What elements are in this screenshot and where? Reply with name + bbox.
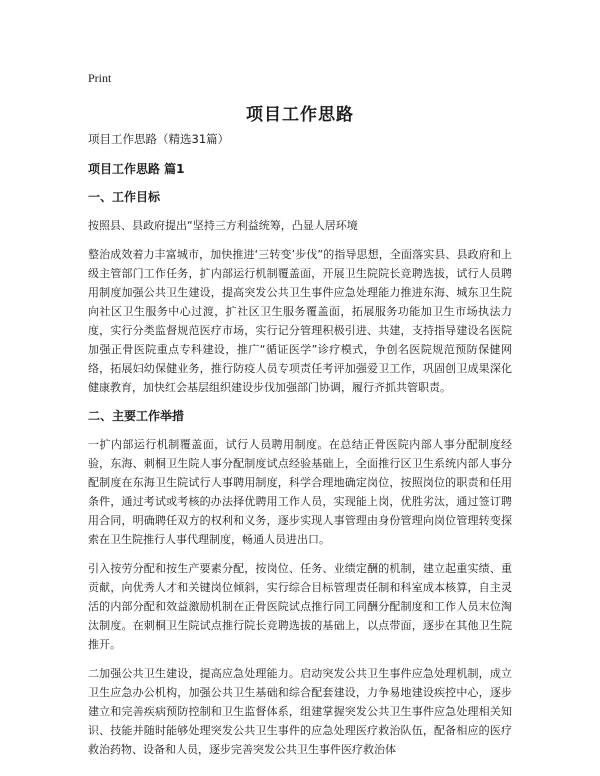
heading-measures: 二、主要工作举措 — [88, 409, 185, 423]
page-title: 项目工作思路 — [246, 105, 354, 125]
print-label[interactable]: Print — [88, 71, 112, 85]
paragraph-goal-2: 整治成效着力丰富城市，加快推进‘三转变’步伐”的指导思想，全面落实县、县政府和上级主管部门工作任务，扩内部运行机制覆盖面，开展卫生院院长竞聘选拔，试行人员聘用制度加强公共卫生建设，提高突发公共卫生事件应急处理能力推进东海、城东卫生院向社区卫生服务中心过渡，扩社区卫生服务覆盖面，拓展服务功能加卫生市场执法力度，实行分类监督规范医疗市场，实行记分管理积极引进、共建，支持指导建设名医院加强正骨医院重点专科建设，推广“循证医学”诊疗模式，争创名医院规范预防保健网络，拓展妇幼保健业务，推行防疫人员专项责任考评加强爱卫工作，巩固创卫成果深化健康教育，加快红会基层组织建设步伐加强部门协调，履行齐抓共管职责。 — [88, 248, 512, 394]
paragraph-measures-2: 引入按劳分配和按生产要素分配，按岗位、任务、业绩定酬的机制，建立起重实绩、重贡献，向优秀人才和关键岗位倾斜，实行综合目标管理责任制和科室成本核算，自主灵活的内部分配和效益激励机制在正骨医院试点推行同工同酬分配制度和工作人员末位淘汰制度。在刺桐卫生院试点推行院长竞聘选拔的基础上，以点带面，逐步在其他卫生院推开。 — [88, 562, 512, 651]
document-subtitle: 项目工作思路（精选31篇） — [88, 132, 230, 146]
document-body — [88, 130, 512, 759]
paragraph-goal-1: 按照县、县政府提出“坚持三方利益统筹，凸显人居环境 — [88, 219, 358, 232]
heading-goal: 一、工作目标 — [88, 190, 161, 204]
paragraph-measures-3: 二加强公共卫生建设，提高应急处理能力。启动突发公共卫生事件应急处理机制，成立卫生应急办公机构，加强公共卫生基础和综合配套建设，力争易地建设疾控中心，逐步建立和完善疾病预防控制和卫生监督体系，组建掌握突发公共卫生事件应急处理相关知识、技能并随时能够处理突发公共卫生事件的应急处理医疗救治队伍，配备相应的医疗救治药物、设备和人员，逐步完善突发公共卫生事件医疗救治体 — [88, 667, 512, 756]
section-title: 项目工作思路 篇1 — [88, 162, 185, 176]
paragraph-measures-1: 一扩内部运行机制覆盖面，试行人员聘用制度。在总结正骨医院内部人事分配制度经验，东海、刺桐卫生院人事分配制度试点经验基础上，全面推行区卫生系统内部人事分配制度在东海卫生院试行人事聘用制度，科学合理地确定岗位，按照岗位的职责和任用条件，通过考试或考核的办法择优聘用工作人员，实现能上岗，优胜劣汰，通过签订聘用合同，明确聘任双方的权利和义务，逐步实现人事管理由身份管理向岗位管理转变探索在卫生院推行人事代理制度，畅通人员进出口。 — [88, 438, 512, 546]
